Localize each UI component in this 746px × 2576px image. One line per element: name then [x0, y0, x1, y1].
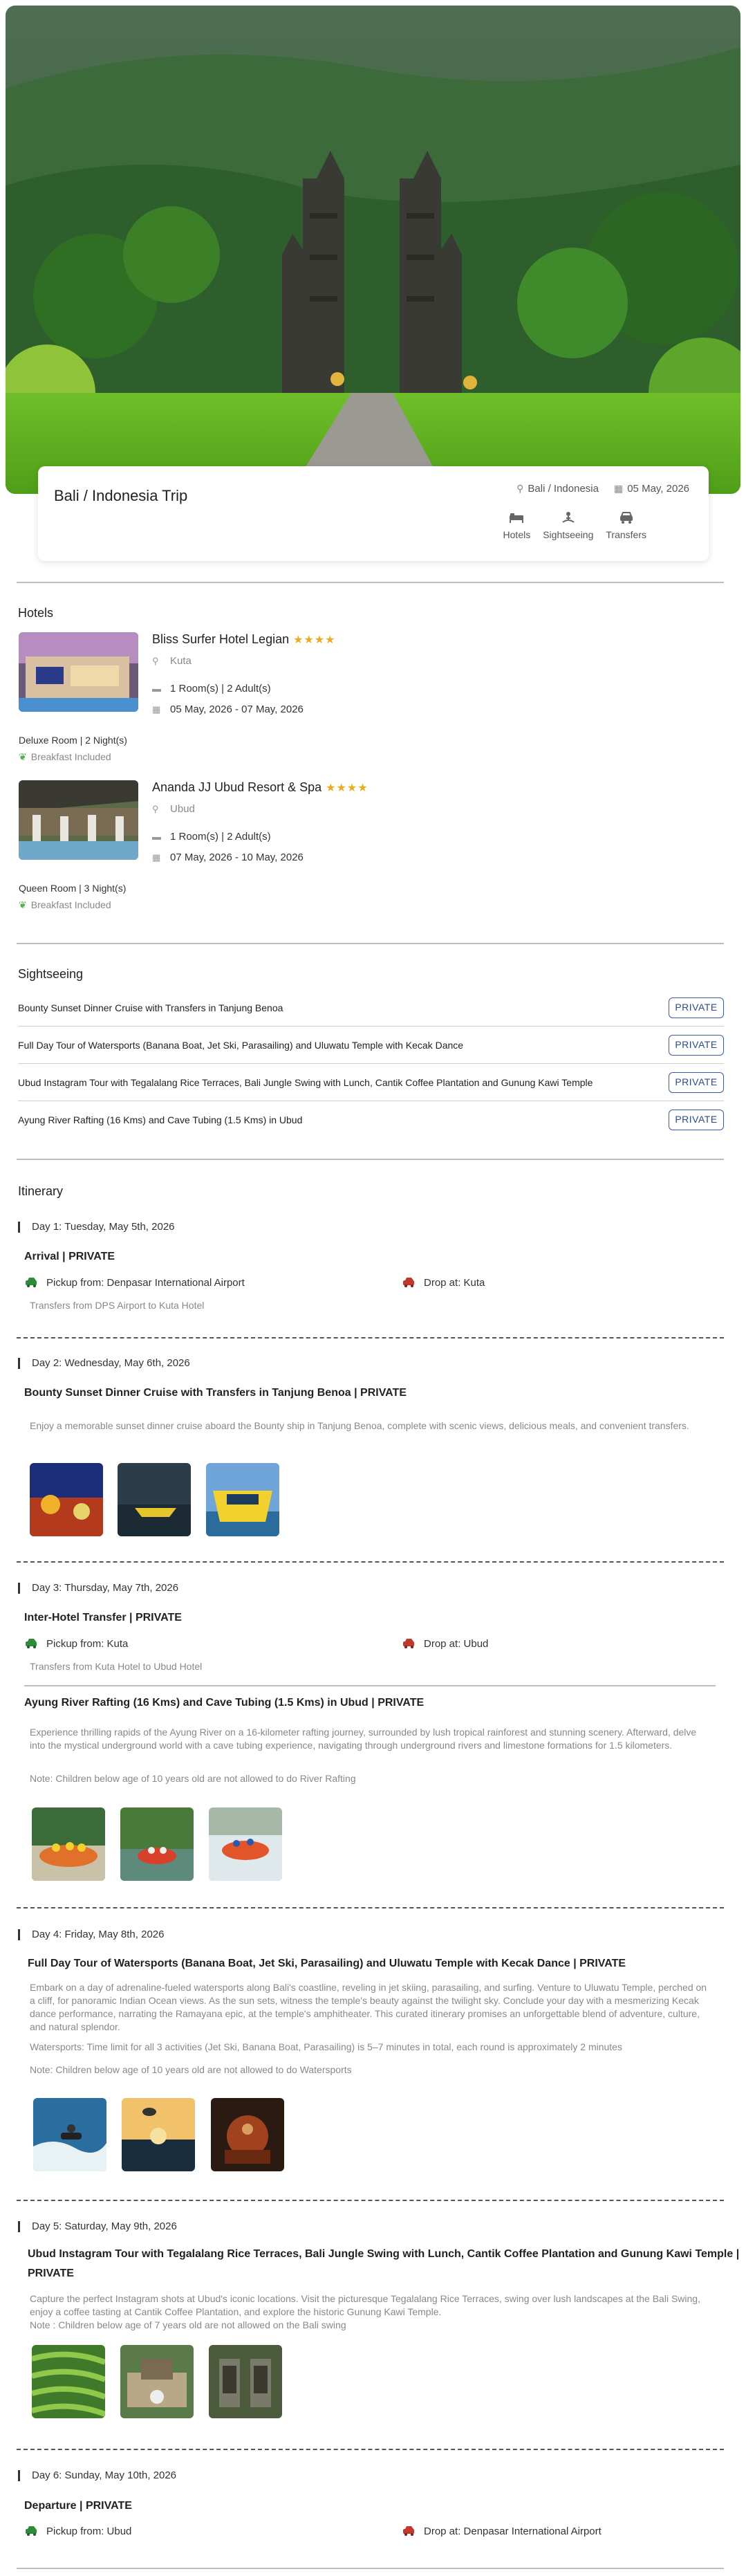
day-heading: Day 5: Saturday, May 9th, 2026: [18, 2220, 177, 2232]
day-separator: [17, 2200, 724, 2201]
day-separator: [17, 2449, 724, 2450]
activity-title: Ubud Instagram Tour with Tegalalang Rice Terraces, Bali Jungle Swing with Lunch, Cantik Coffee Plantation and Gunung Kawi Temple | PRIVATE: [28, 2248, 740, 2279]
transfer-note: Transfers from Kuta Hotel to Ubud Hotel: [30, 1661, 203, 1672]
activity-note: Note: Children below age of 10 years old are not allowed to do Watersports: [30, 2064, 352, 2075]
star-rating: ★★★★: [326, 782, 369, 794]
private-badge: PRIVATE: [669, 1072, 724, 1093]
hotels-heading: Hotels: [18, 606, 54, 620]
activity-description: Experience thrilling rapids of the Ayung River on a 16-kilometer rafting journey, surrounded by lush tropical rainforest and stunning scenery. Afterward, delve into the mystical underground world with a cave tubing experience, navigating through underground rivers and limestone formations for 1.5 kilometers.: [30, 1727, 697, 1751]
service-sightseeing: Sightseeing: [543, 510, 593, 540]
day-heading: Day 4: Friday, May 8th, 2026: [18, 1929, 164, 1940]
activity-photo: [30, 1463, 103, 1536]
divider: [17, 1159, 724, 1160]
activity-photo: [118, 1463, 191, 1536]
calendar-icon: ▦: [152, 852, 161, 863]
activity-title: Arrival | PRIVATE: [24, 1251, 115, 1262]
trip-summary-card: [38, 466, 709, 561]
private-badge: PRIVATE: [669, 1110, 724, 1130]
activity-photo: [33, 2098, 106, 2171]
hotel-name[interactable]: Bliss Surfer Hotel Legian ★★★★: [152, 632, 336, 646]
location-pin-icon: ⚲: [152, 656, 159, 666]
activity-photo: [209, 2345, 282, 2418]
divider: [17, 2568, 724, 2569]
service-transfers: Transfers: [606, 510, 646, 540]
itinerary-heading: Itinerary: [18, 1184, 64, 1198]
private-badge: PRIVATE: [669, 1035, 724, 1056]
trip-location: ⚲ Bali / Indonesia: [516, 483, 599, 495]
activity-description: Enjoy a memorable sunset dinner cruise aboard the Bounty ship in Tanjung Benoa, complete with scenic views, delicious meals, and convenient transfers.: [30, 1420, 689, 1431]
hotel-dates: ▦ 07 May, 2026 - 10 May, 2026: [152, 852, 304, 863]
car-icon: [402, 1637, 417, 1650]
trip-title: Bali / Indonesia Trip: [54, 487, 188, 504]
meal-plan: ❦ Breakfast Included: [19, 751, 111, 762]
private-badge: PRIVATE: [669, 997, 724, 1018]
room-type: Queen Room | 3 Night(s): [19, 883, 127, 894]
meal-plan: ❦ Breakfast Included: [19, 899, 111, 910]
divider: [17, 943, 724, 944]
drop-info: Drop at: Kuta: [402, 1276, 485, 1289]
hero-image: [6, 6, 740, 494]
activity-title: Departure | PRIVATE: [24, 2500, 132, 2512]
day-separator: [17, 1561, 724, 1563]
pickup-info: Pickup from: Kuta: [24, 1637, 128, 1650]
services-list: [503, 510, 646, 540]
activity-photo: [211, 2098, 284, 2171]
activity-description: Capture the perfect Instagram shots at Ubud's iconic locations. Visit the picturesque Tegalalang Rice Terraces, swing over lush landscapes at the Bali Swing, enjoy a coffee tasting at Cantik Coffee Plantation, and explore the historic Gunung Kawi Temple.: [30, 2293, 700, 2317]
divider: [17, 582, 724, 583]
hotel-location: ⚲ Kuta: [152, 655, 192, 667]
trip-date: ▦ 05 May, 2026: [613, 483, 689, 495]
activity-title: Ayung River Rafting (16 Kms) and Cave Tubing (1.5 Kms) in Ubud | PRIVATE: [24, 1697, 425, 1709]
location-pin-icon: ⚲: [152, 804, 159, 814]
activity-photo: [32, 2345, 105, 2418]
hotel-name[interactable]: Ananda JJ Ubud Resort & Spa ★★★★: [152, 780, 369, 794]
car-icon: [618, 510, 635, 525]
leaf-icon: ❦: [19, 751, 27, 762]
pickup-info: Pickup from: Denpasar International Airport: [24, 1276, 245, 1289]
room-type: Deluxe Room | 2 Night(s): [19, 735, 127, 746]
day-heading: Day 6: Sunday, May 10th, 2026: [18, 2469, 176, 2481]
sightseeing-icon: [560, 510, 577, 525]
hotel-rooms: ▬ 1 Room(s) | 2 Adult(s): [152, 831, 271, 843]
activity-title: Full Day Tour of Watersports (Banana Boat, Jet Ski, Parasailing) and Uluwatu Temple with Kecak Dance | PRIVATE: [28, 1958, 626, 1969]
calendar-icon: ▦: [152, 704, 161, 715]
activity-note: Note : Children below age of 7 years old are not allowed on the Bali swing: [30, 2319, 346, 2330]
pickup-info: Pickup from: Ubud: [24, 2525, 131, 2537]
day-heading: Day 3: Thursday, May 7th, 2026: [18, 1582, 178, 1594]
drop-info: Drop at: Ubud: [402, 1637, 488, 1650]
activity-photo: [122, 2098, 195, 2171]
car-icon: [24, 1637, 39, 1650]
transfer-note: Transfers from DPS Airport to Kuta Hotel: [30, 1300, 205, 1311]
hotel-dates: ▦ 05 May, 2026 - 07 May, 2026: [152, 703, 304, 715]
car-icon: [402, 1276, 417, 1289]
bed-icon: [508, 510, 525, 525]
sightseeing-item: Ubud Instagram Tour with Tegalalang Rice Terraces, Bali Jungle Swing with Lunch, Cantik Coffee Plantation and Gunung Kawi Temple PRIVATE: [18, 1064, 724, 1101]
hotel-rooms: ▬ 1 Room(s) | 2 Adult(s): [152, 683, 271, 694]
activity-note: Watersports: Time limit for all 3 activities (Jet Ski, Banana Boat, Parasailing) is 5–7 minutes in total, each round is approximately 2 minutes: [30, 2041, 622, 2052]
leaf-icon: ❦: [19, 899, 27, 910]
sightseeing-list: [0, 989, 746, 1141]
drop-info: Drop at: Denpasar International Airport: [402, 2525, 602, 2537]
sightseeing-heading: Sightseeing: [18, 967, 84, 981]
service-hotels: Hotels: [503, 510, 531, 540]
activity-title: Inter-Hotel Transfer | PRIVATE: [24, 1612, 182, 1623]
car-icon: [24, 2525, 39, 2537]
star-rating: ★★★★: [293, 634, 336, 646]
hotel-photo: [19, 780, 138, 860]
day-separator: [17, 1907, 724, 1908]
activity-photo: [206, 1463, 279, 1536]
activity-photo: [209, 1807, 282, 1881]
activity-photo: [120, 1807, 194, 1881]
day-heading: Day 1: Tuesday, May 5th, 2026: [18, 1221, 175, 1233]
bed-icon: ▬: [152, 831, 161, 842]
sightseeing-item: Ayung River Rafting (16 Kms) and Cave Tubing (1.5 Kms) in Ubud PRIVATE: [18, 1101, 724, 1139]
sightseeing-item: Full Day Tour of Watersports (Banana Boat, Jet Ski, Parasailing) and Uluwatu Temple with Kecak Dance PRIVATE: [18, 1027, 724, 1064]
activity-photo: [120, 2345, 194, 2418]
trip-meta: [516, 483, 689, 495]
sightseeing-item: Bounty Sunset Dinner Cruise with Transfers in Tanjung Benoa PRIVATE: [18, 989, 724, 1027]
calendar-icon: ▦: [613, 483, 624, 494]
activity-title: Bounty Sunset Dinner Cruise with Transfers in Tanjung Benoa | PRIVATE: [24, 1387, 407, 1399]
activity-note: Note: Children below age of 10 years old are not allowed to do River Rafting: [30, 1773, 356, 1784]
hotel-photo: [19, 632, 138, 712]
hotel-location: ⚲ Ubud: [152, 803, 195, 815]
activity-photo: [32, 1807, 105, 1881]
location-pin-icon: ⚲: [516, 483, 524, 494]
car-icon: [402, 2525, 417, 2537]
day-separator: [17, 1337, 724, 1338]
divider: [24, 1685, 716, 1686]
bed-icon: ▬: [152, 683, 161, 694]
car-icon: [24, 1276, 39, 1289]
day-heading: Day 2: Wednesday, May 6th, 2026: [18, 1357, 190, 1369]
activity-description: Embark on a day of adrenaline-fueled watersports along Bali's coastline, reveling in jet skiing, parasailing, and surfing. Venture to Uluwatu Temple, perched on a cliff, for panoramic Indian Ocean views. As the sun sets, witness the temple's beauty against the twilight sky. Conclude your day with a mesmerizing Kecak dance performance, narrating the Ramayana epic, at the temple's amphitheater. This curated itinerary promises an unforgettable blend of adventure, culture, and natural splendor.: [30, 1982, 707, 2032]
